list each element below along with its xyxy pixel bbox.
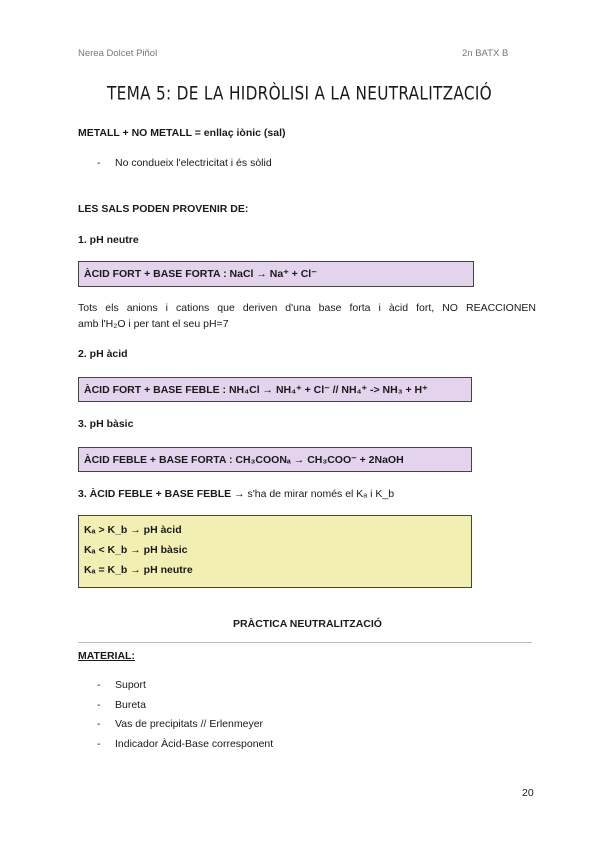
list-item-text: No condueix l'electricitat i és sòlid [115, 157, 272, 169]
paragraph-line-2: amb l'H₂O i per tant el seu pH=7 [78, 318, 229, 330]
heading-ph-acid: 2. pH àcid [78, 348, 128, 360]
formula-box-acid [78, 377, 472, 402]
list-item: - Suport [97, 679, 146, 691]
heading-ph-neutre: 1. pH neutre [78, 234, 139, 246]
page-number: 20 [522, 787, 534, 799]
header-author: Nerea Dolcet Piñol [78, 48, 158, 59]
comparison-box [78, 515, 472, 588]
list-item-text: Indicador Àcid-Base corresponent [115, 738, 274, 750]
list-item: - No condueix l'electricitat i és sòlid [97, 157, 272, 169]
heading-weak [78, 488, 394, 500]
list-item-text: Suport [115, 679, 146, 691]
list-item-text: Bureta [115, 699, 146, 711]
page-title: TEMA 5: DE LA HIDRÒLISI A LA NEUTRALITZACIÓ [106, 83, 492, 105]
comparison-line-1: Kₐ > K_b → pH àcid [84, 524, 182, 536]
list-item: - Vas de precipitats // Erlenmeyer [97, 718, 264, 730]
list-item: - Indicador Àcid-Base corresponent [97, 738, 274, 750]
formula-box-basic [78, 447, 472, 472]
formula-text: ÀCID FEBLE + BASE FORTA : CH₃COONₐ → CH₃COO⁻ + 2NaOH [84, 454, 404, 466]
divider [78, 642, 532, 643]
practica-title: PRÀCTICA NEUTRALITZACIÓ [233, 618, 382, 630]
comparison-line-3: Kₐ = K_b → pH neutre [84, 564, 193, 576]
material-label: MATERIAL: [78, 650, 135, 662]
section-heading-metall: METALL + NO METALL = enllaç iònic (sal) [78, 127, 286, 139]
section-heading-sals: LES SALS PODEN PROVENIR DE: [78, 203, 249, 215]
formula-text: ÀCID FORT + BASE FEBLE : NH₄Cl → NH₄⁺ + Cl⁻ // NH₄⁺ -> NH₃ + H⁺ [84, 384, 428, 396]
comparison-line-2: Kₐ < K_b → pH bàsic [84, 544, 188, 556]
list-item: - Bureta [97, 699, 146, 711]
paragraph-line-1: Tots els anions i cations que deriven d'una base forta i àcid fort, NO REACCIONEN [78, 302, 536, 314]
list-item-text: Vas de precipitats // Erlenmeyer [115, 718, 264, 730]
formula-box-neutre [78, 261, 474, 287]
header-course: 2n BATX B [462, 48, 509, 59]
formula-text: ÀCID FORT + BASE FORTA : NaCl → Na⁺ + Cl⁻ [84, 268, 317, 280]
heading-weak-bold: 3. ÀCID FEBLE + BASE FEBLE [78, 488, 232, 500]
heading-ph-basic: 3. pH bàsic [78, 418, 134, 430]
heading-weak-rest: → s'ha de mirar només el Kₐ i K_b [231, 488, 395, 500]
